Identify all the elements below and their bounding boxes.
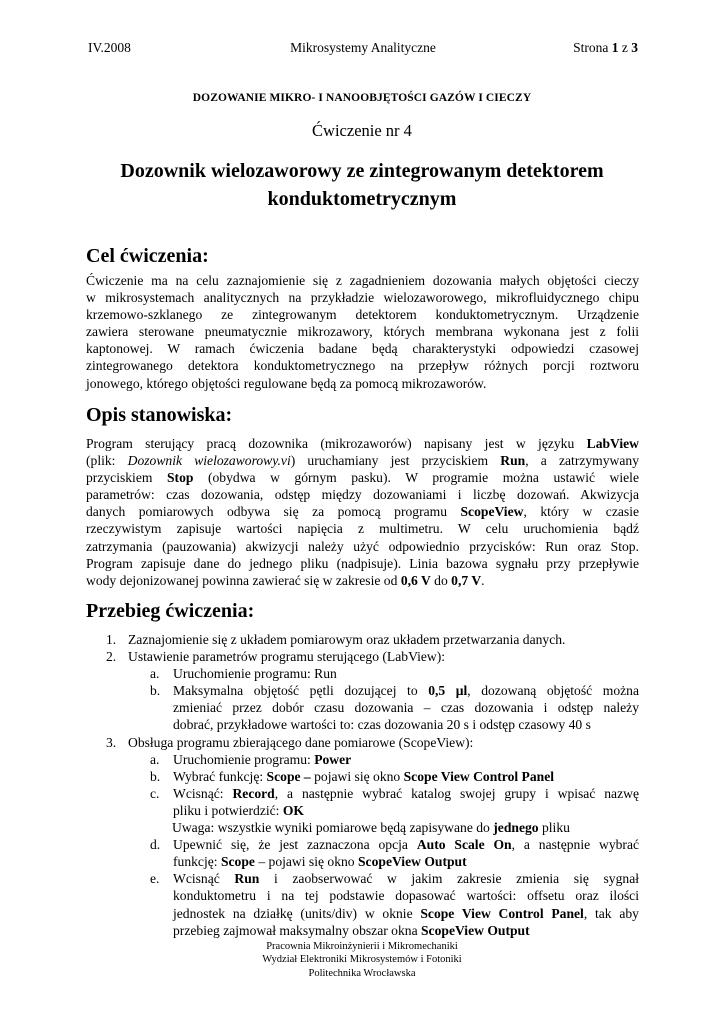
list-item: d. Upewnić się, że jest zaznaczona opcja Auto Scale On, a następnie wybrać xyxy=(150,837,640,853)
list-item: a. Uruchomienie programu: Power xyxy=(150,751,352,767)
exercise-number: Ćwiczenie nr 4 xyxy=(312,121,412,140)
list-item: b. Wybrać funkcję: Scope – pojawi się okno Scope View Control Panel xyxy=(150,768,555,784)
page-header xyxy=(88,40,638,56)
supertitle: DOZOWANIE MIKRO- I NANOOBJĘTOŚCI GAZÓW I CIECZY xyxy=(192,92,532,104)
paragraph-cel: Ćwiczenie ma na celu zaznajomienie się z zagadnieniem dozowania małych objętości cieczy w mikrosystemach analitycznych na przykładzie wielozaworowego, mikrofluidycznego chipu krzemowo-szklanego ze zintegrowanym detektorem konduktometrycznym. Urządzenie zawiera sterowane pneumatycznie mikrozawory, których membrana wykonana jest z folii kaptonowej. W ramach ćwiczenia badane będą charakterystyki odpowiedzi czasowej zintegrowanego detektora konduktometrycznego na przepływ różnych porcji roztworu jonowego, którego objętości regulowane będą za pomocą mikrozaworów. xyxy=(86,273,639,391)
list-item: 1. Zaznajomienie się z układem pomiarowym oraz układem przetwarzania danych. xyxy=(106,632,566,647)
paragraph-opis: Program sterujący pracą dozownika (mikrozaworów) napisany jest w języku LabView (plik: Dozownik wielozaworowy.vi) uruchamiany jest przyciskiem Run, a zatrzymywany przyciskiem Stop (obydwa w górnym pasku). W programie można ustawić wiele parametrów: czas dozowania, odstęp między dozowaniami i liczbę dozowań. Akwizycja danych pomiarowych odbywa się za pomocą programu ScopeView, który w czasie rzeczywistym zapisuje wartości napięcia z multimetru. W celu uruchomienia bądź zatrzymania (pauzowania) akwizycji należy użyć odpowiednio przycisków: Run oraz Stop. Program zapisuje dane do jednego pliku (nadpisuje). Linia bazowa sygnału przy przepływie wody dejonizowanej powinna zawierać się w zakresie od 0,6 V do 0,7 V. xyxy=(86,436,640,588)
header-course: Mikrosystemy Analityczne xyxy=(290,40,436,55)
heading-cel: Cel ćwiczenia: xyxy=(86,245,209,267)
document-title: Dozownik wielozaworowy ze zintegrowanym detektorem konduktometrycznym xyxy=(120,160,604,210)
heading-opis: Opis stanowiska: xyxy=(86,404,233,426)
heading-przebieg: Przebieg ćwiczenia: xyxy=(86,600,255,622)
procedure-list: 1. Zaznajomienie się z układem pomiarowym oraz układem przetwarzania danych. 2. Ustawienie parametrów programu sterującego (LabView): a. Uruchomienie programu: Run b. Maksymalna objętość pętli dozującej to 0,5 μl, dozowaną objętość można zmieniać przez dobór czasu dozowania – czas dozowania i odstęp należy dobrać, przykładowe wartości to: czas dozowania 20 s i odstęp czasowy 40 s 3. Obsługa programu zbierającego dane pomiarowe (ScopeView): a. Uruchomienie programu: Power b. Wybrać funkcję: Scope – pojawi się okno Scope View Control Panel c. Wcisnąć: Record, a następnie wybrać katalog swojej grupy i wpisać nazwę pliku i potwierdzić: OK Uwaga: wszystkie wyniki pomiarowe będą zapisywane do jednego pliku d. Upewnić się, że jest zaznaczona opcja Auto Scale On, a następnie wybrać funkcję: Scope – pojawi się okno ScopeView Output e. Wcisnąć Run i zaobserwować w jakim zakresie zmienia się sygnał konduktometru i na tej podstawie dopasować wartości: offsetu oraz ilości jednostek na działkę (units/div) w oknie Scope View Control Panel, tak aby przebieg zajmował maksymalny obszar okna ScopeView Output xyxy=(86,631,639,939)
list-item: c. Wcisnąć: Record, a następnie wybrać katalog swojej grupy i wpisać nazwę xyxy=(150,785,639,801)
list-item: 3. Obsługa programu zbierającego dane pomiarowe (ScopeView): xyxy=(106,734,474,750)
header-date: IV.2008 xyxy=(88,40,131,55)
header-page-number: Strona 1 z 3 xyxy=(573,40,638,55)
list-item: a. Uruchomienie programu: Run xyxy=(150,666,337,682)
page-footer: Pracownia Mikroinżynierii i Mikromechaniki Wydział Elektroniki Mikrosystemów i Fotoniki Politechnika Wrocławska xyxy=(262,941,462,979)
list-item: 2. Ustawienie parametrów programu sterującego (LabView): xyxy=(106,649,445,665)
list-item: b. Maksymalna objętość pętli dozującej to 0,5 μl, dozowaną objętość można xyxy=(150,683,639,699)
list-item: e. Wcisnąć Run i zaobserwować w jakim zakresie zmienia się sygnał xyxy=(150,871,639,887)
